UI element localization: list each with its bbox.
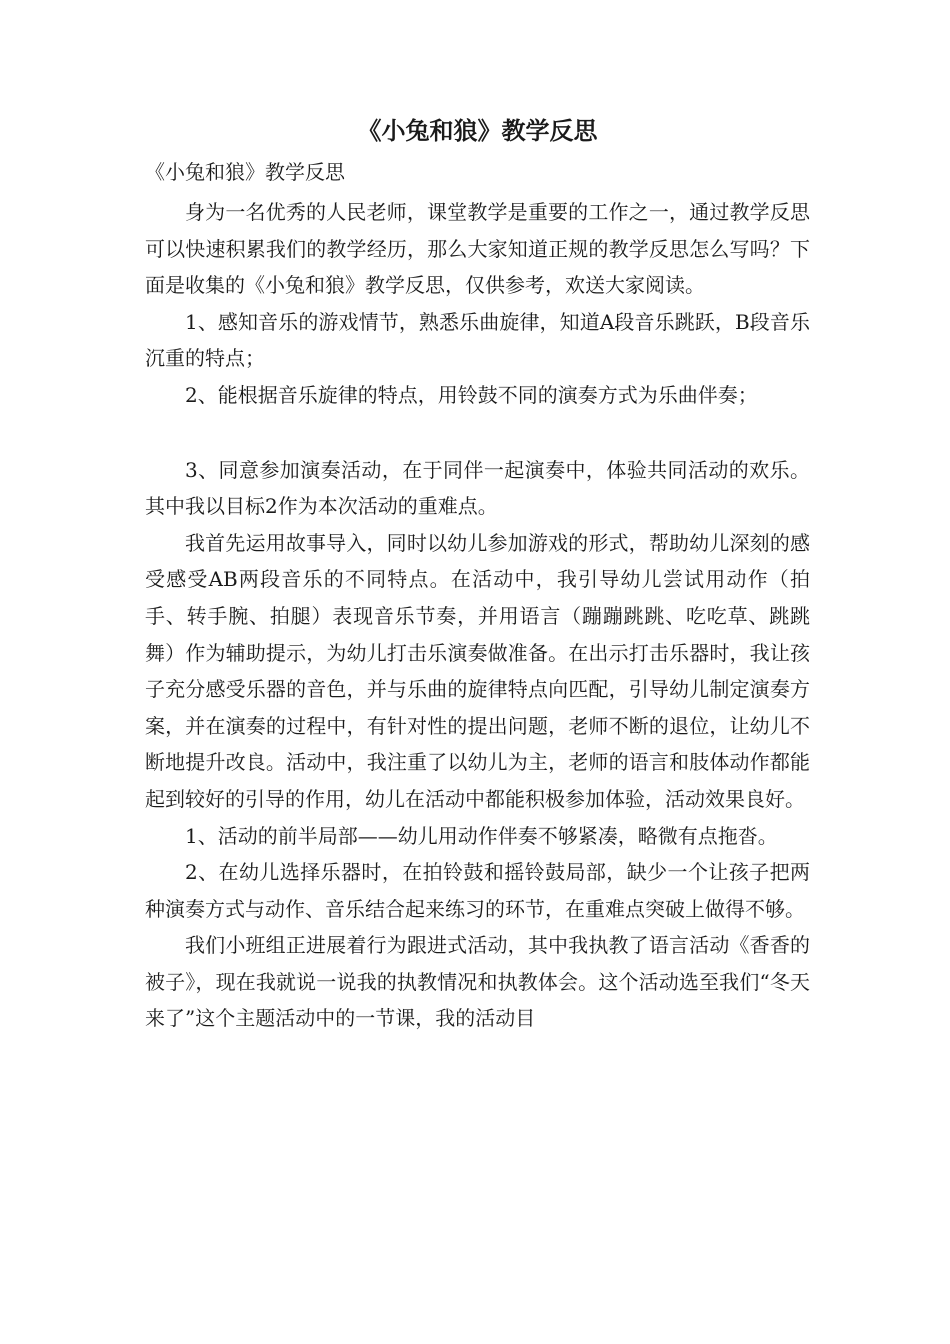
paragraph-goal-2: 2、能根据音乐旋律的特点，用铃鼓不同的演奏方式为乐曲伴奏；	[185, 382, 758, 407]
document-subtitle: 《小兔和狼》教学反思	[145, 160, 345, 184]
paragraph-goal-1: 1、感知音乐的游戏情节，熟悉乐曲旋律，知道A段音乐跳跃，B段音乐沉重的特点；	[145, 309, 810, 371]
paragraph-intro: 身为一名优秀的人民老师，课堂教学是重要的工作之一，通过教学反思可以快速积累我们的教学经历，那么大家知道正规的教学反思怎么写吗？下面是收集的《小兔和狼》教学反思，仅供参考，欢送大家阅读。	[145, 200, 810, 298]
paragraph-next-activity: 我们小班组正进展着行为跟进式活动，其中我执教了语言活动《香香的被子》，现在我就说一说我的执教情况和执教体会。这个活动选至我们“冬天来了”这个主题活动中的一节课，我的活动目	[145, 933, 810, 1031]
paragraph-process: 我首先运用故事导入，同时以幼儿参加游戏的形式，帮助幼儿深刻的感受感受AB两段音乐的不同特点。在活动中，我引导幼儿尝试用动作（拍手、转手腕、拍腿）表现音乐节奏，并用语言（蹦蹦跳跳、吃吃草、跳跳舞）作为辅助提示，为幼儿打击乐演奏做准备。在出示打击乐器时，我让孩子充分感受乐器的音色，并与乐曲的旋律特点向匹配，引导幼儿制定演奏方案，并在演奏的过程中，有针对性的提出问题，老师不断的退位，让幼儿不断地提升改良。活动中，我注重了以幼儿为主，老师的语言和肢体动作都能起到较好的引导的作用，幼儿在活动中都能积极参加体验，活动效果良好。	[145, 530, 810, 811]
paragraph-shortcoming-2: 2、在幼儿选择乐器时，在拍铃鼓和摇铃鼓局部，缺少一个让孩子把两种演奏方式与动作、音乐结合起来练习的环节，在重难点突破上做得不够。	[145, 860, 810, 921]
document-body	[145, 194, 810, 1037]
document-title: 《小兔和狼》教学反思	[357, 116, 598, 145]
paragraph-shortcoming-1: 1、活动的前半局部——幼儿用动作伴奏不够紧凑，略微有点拖沓。	[185, 823, 778, 848]
paragraph-goal-3: 3、同意参加演奏活动，在于同伴一起演奏中，体验共同活动的欢乐。其中我以目标2作为本次活动的重难点。	[145, 457, 810, 519]
